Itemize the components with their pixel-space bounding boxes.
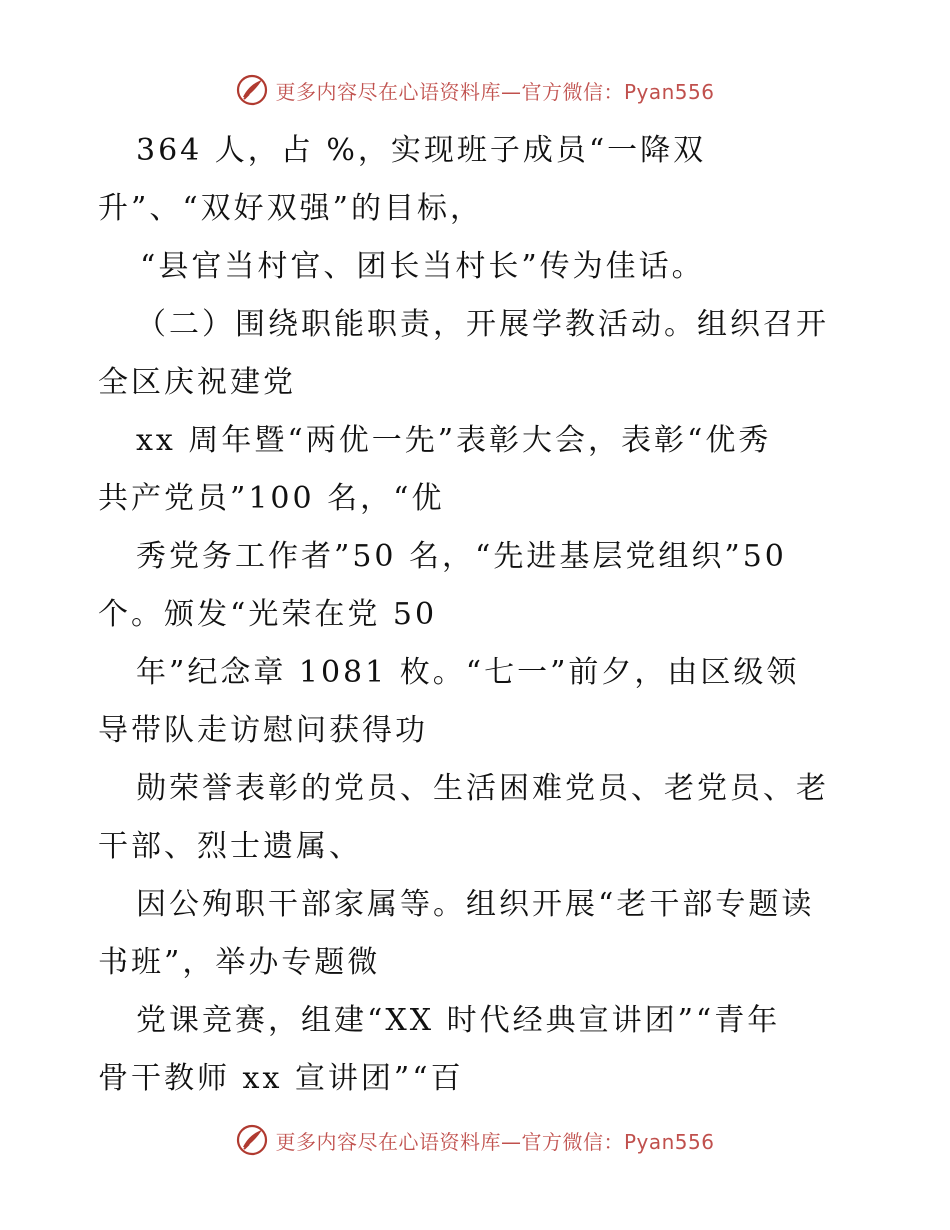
header-banner-inner xyxy=(235,73,714,107)
body-line: 全区庆祝建党 xyxy=(98,365,296,400)
body-line: 导带队走访慰问获得功 xyxy=(98,713,428,748)
body-line: 升”、“双好双强”的目标， xyxy=(98,191,484,226)
body-line: 骨干教师 xx 宣讲团”“百 xyxy=(98,1061,464,1096)
body-line: 党课竞赛，组建“XX 时代经典宣讲团”“青年 xyxy=(136,1003,781,1038)
body-line: 年”纪念章 1081 枚。“七一”前夕，由区级领 xyxy=(136,655,800,690)
body-line: xx 周年暨“两优一先”表彰大会，表彰“优秀 xyxy=(136,423,772,458)
body-line: 书班”，举办专题微 xyxy=(98,945,381,980)
body-line: （二）围绕职能职责，开展学教活动。组织召开 xyxy=(136,307,829,342)
body-line: 秀党务工作者”50 名，“先进基层党组织”50 xyxy=(136,539,787,574)
header-banner xyxy=(0,70,950,110)
body-line: “县官当村官、团长当村长”传为佳话。 xyxy=(140,249,705,284)
header-banner-text: 更多内容尽在心语资料库—官方微信：Pyan556 xyxy=(275,79,715,104)
footer-banner-text: 更多内容尽在心语资料库—官方微信：Pyan556 xyxy=(275,1129,715,1154)
body-line: 因公殉职干部家属等。组织开展“老干部专题读 xyxy=(136,887,815,922)
document-body xyxy=(98,122,858,1108)
footer-banner-inner xyxy=(235,1123,714,1157)
body-line: 勋荣誉表彰的党员、生活困难党员、老党员、老 xyxy=(136,771,829,806)
body-line: 个。颁发“光荣在党 50 xyxy=(98,597,438,632)
quill-seal-icon xyxy=(235,1123,269,1157)
quill-seal-icon xyxy=(235,73,269,107)
body-line: 干部、烈士遗属、 xyxy=(98,829,362,864)
body-line: 364 人，占 %，实现班子成员“一降双 xyxy=(136,133,707,168)
body-line: 共产党员”100 名，“优 xyxy=(98,481,445,516)
footer-banner xyxy=(0,1120,950,1160)
